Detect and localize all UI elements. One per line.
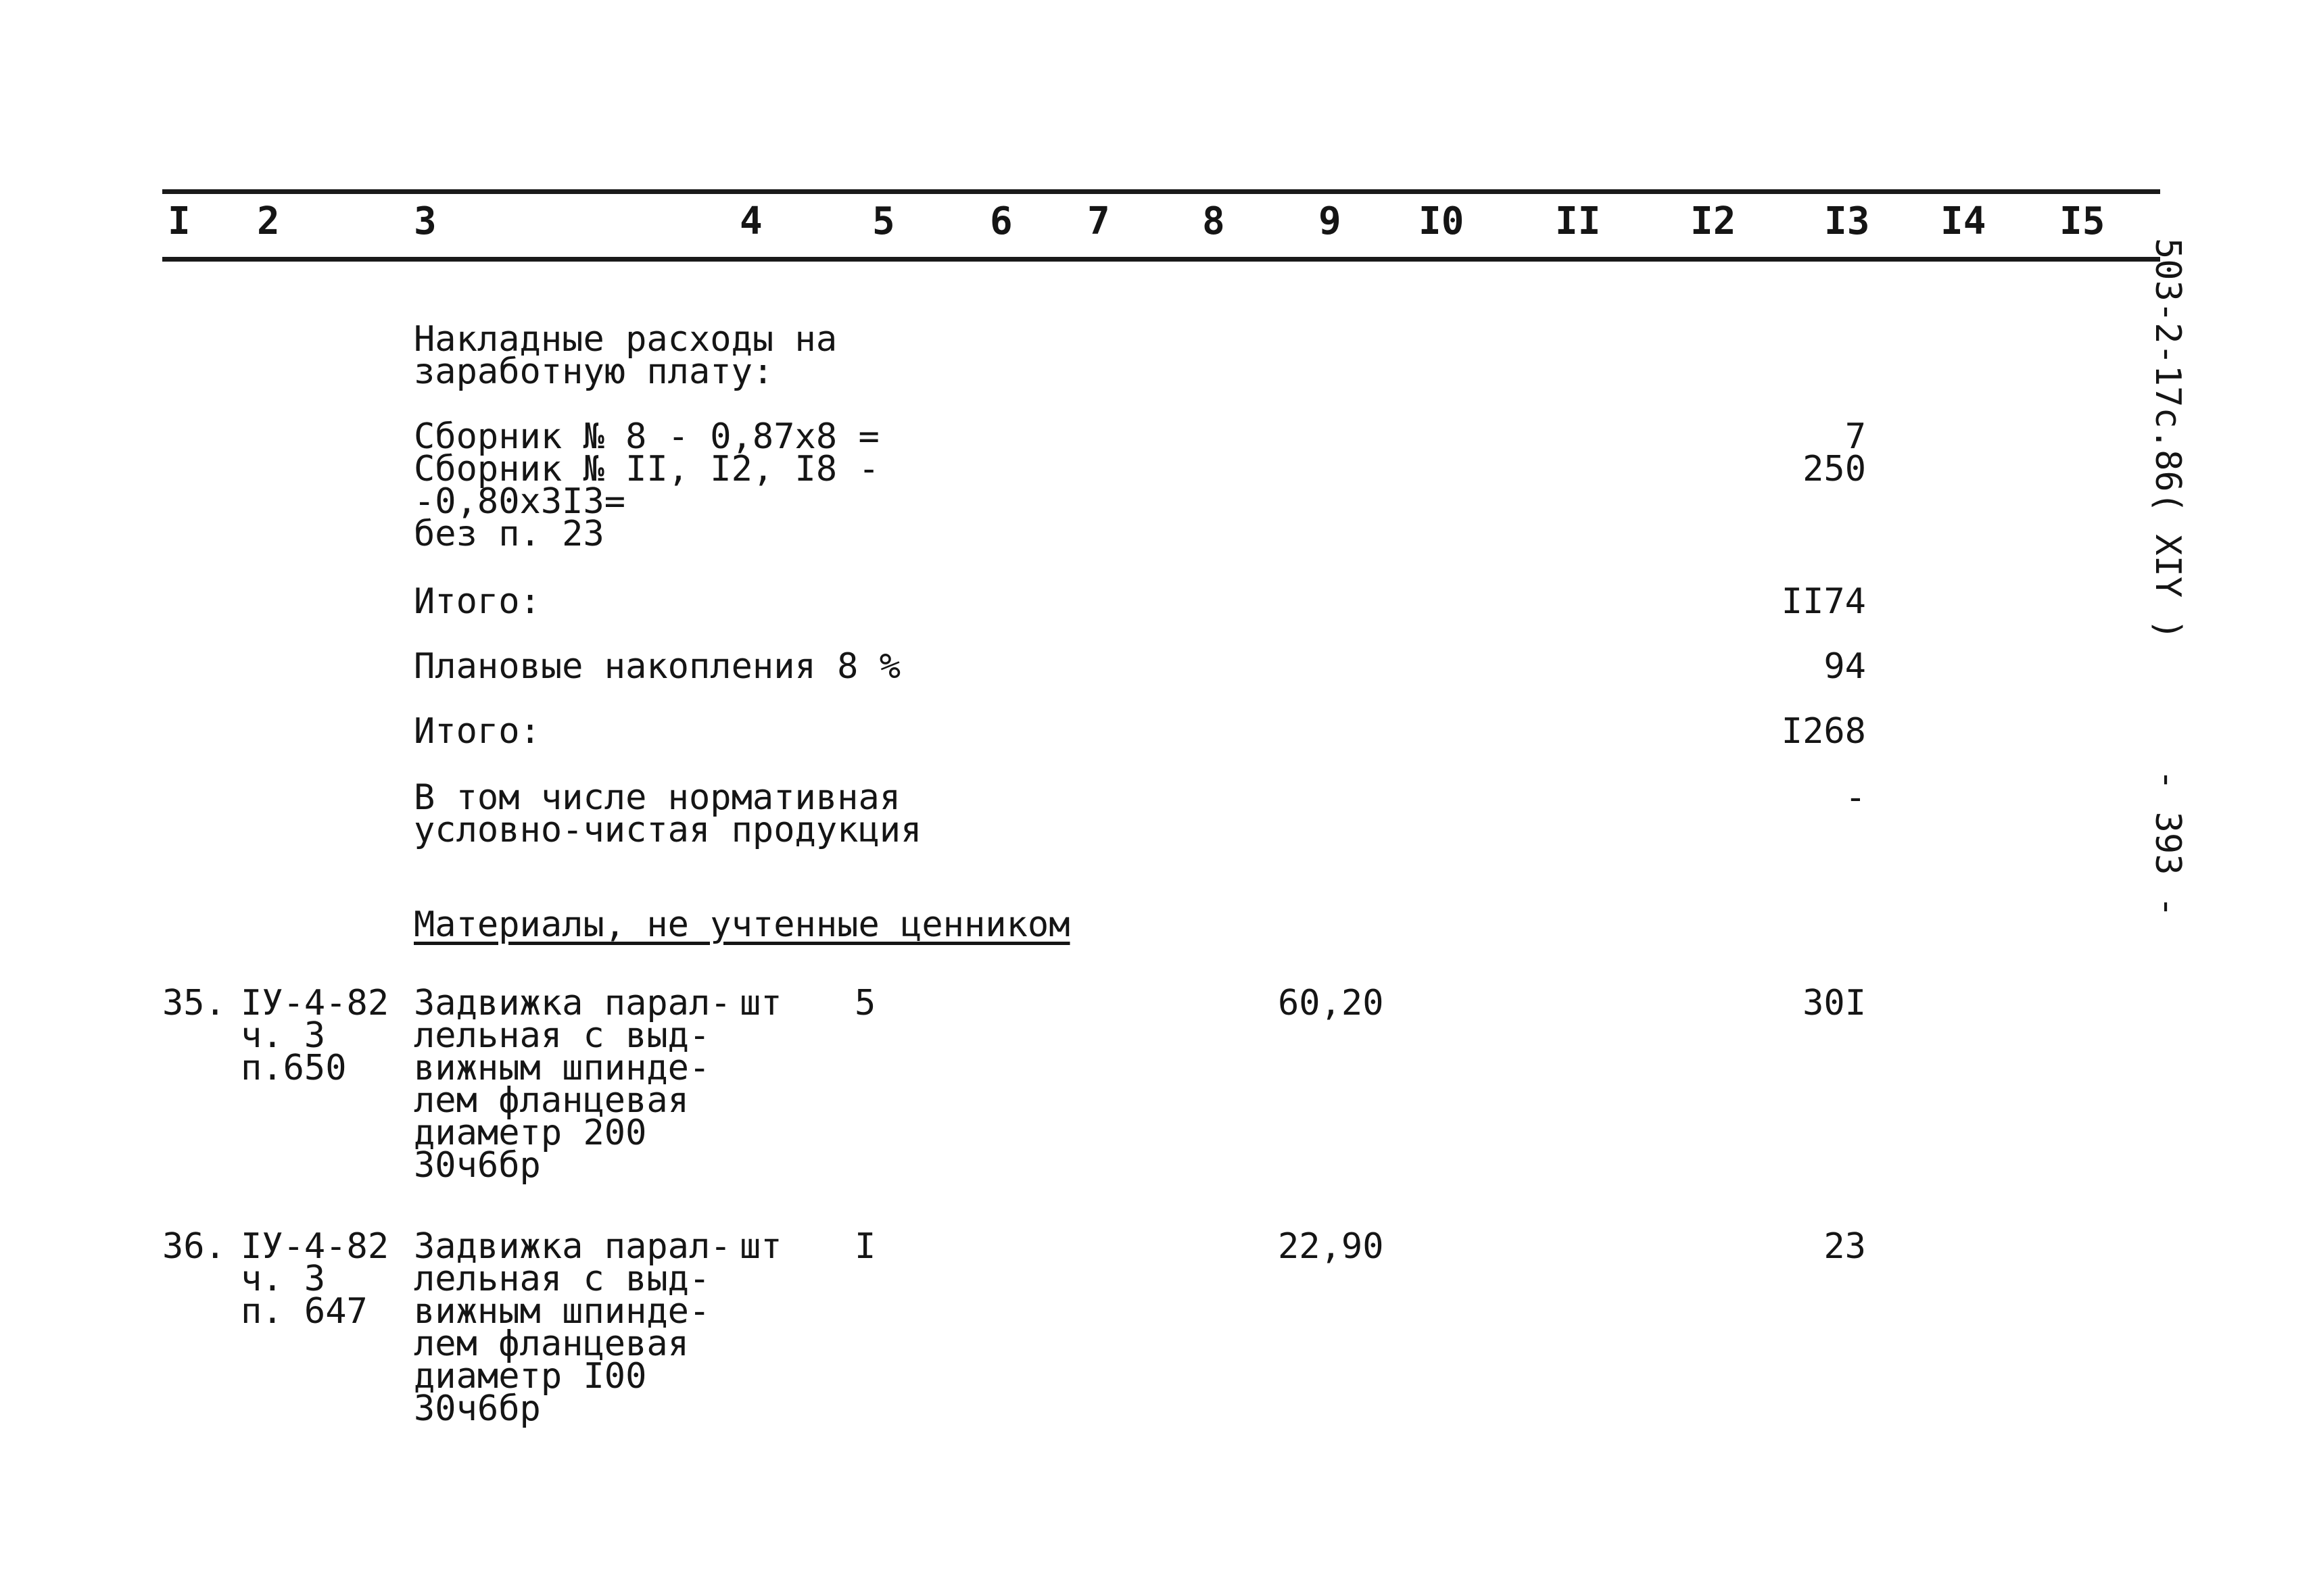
materials-heading: Материалы, не учтенные ценником xyxy=(414,904,1070,945)
item-36-total: 23 xyxy=(1823,1226,1866,1267)
item-35-code-line-1: IУ-4-82 xyxy=(241,983,389,1023)
column-header-15: I5 xyxy=(2059,199,2105,243)
total-value-1: II74 xyxy=(1781,581,1866,622)
item-36-number: 36. xyxy=(162,1226,226,1267)
item-36-code-line-2: ч. 3 xyxy=(241,1259,326,1299)
normative-value: - xyxy=(1844,777,1866,818)
column-header-3: 3 xyxy=(414,199,437,243)
column-header-5: 5 xyxy=(872,199,895,243)
item-36-name-line-3: вижным шпинде- xyxy=(414,1291,711,1332)
total-value-2: I268 xyxy=(1781,711,1866,752)
item-36-name-line-6: 30ч6бр xyxy=(414,1388,541,1429)
item-35-quantity: 5 xyxy=(855,983,876,1023)
item-35-name-line-6: 30ч6бр xyxy=(414,1145,541,1186)
item-36-price: 22,90 xyxy=(1278,1226,1384,1267)
item-35-price: 60,20 xyxy=(1278,983,1384,1023)
column-header-12: I2 xyxy=(1690,199,1736,243)
item-35-code-line-3: п.650 xyxy=(241,1048,347,1088)
item-35-code-line-2: ч. 3 xyxy=(241,1015,326,1056)
item-35-name-line-1: Задвижка парал- xyxy=(414,983,732,1023)
item-35-unit: шт xyxy=(740,983,782,1023)
total-label-1: Итого: xyxy=(414,581,541,622)
collection-line-3: -0,80х3I3= xyxy=(414,481,626,522)
collection-line-4: без п. 23 xyxy=(414,514,604,554)
column-header-13: I3 xyxy=(1824,199,1870,243)
item-36-quantity: I xyxy=(855,1226,876,1267)
column-header-6: 6 xyxy=(990,199,1013,243)
item-35-total: 30I xyxy=(1803,983,1866,1023)
item-36-code-line-1: IУ-4-82 xyxy=(241,1226,389,1267)
item-35-name-line-4: лем фланцевая xyxy=(414,1080,689,1121)
column-header-9: 9 xyxy=(1318,199,1341,243)
item-35-number: 35. xyxy=(162,983,226,1023)
item-36-code xyxy=(241,1226,389,1332)
header-bottom-rule xyxy=(162,257,2160,262)
collection-line-2: Сборник № II, I2, I8 - xyxy=(414,449,880,489)
column-header-14: I4 xyxy=(1940,199,1986,243)
overhead-value-8: 7 xyxy=(1844,416,1866,457)
column-header-10: I0 xyxy=(1418,199,1464,243)
overheads-heading-line-2: заработную плату: xyxy=(414,352,774,392)
column-header-7: 7 xyxy=(1087,199,1110,243)
header-top-rule xyxy=(162,189,2160,194)
margin-document-code: 503-2-17c.86( XIY ) xyxy=(2147,238,2188,640)
item-36-name-line-1: Задвижка парал- xyxy=(414,1226,732,1267)
item-35-name xyxy=(414,983,732,1186)
margin-page-number: - 393 - xyxy=(2147,769,2188,918)
normative-label-line-2: условно-чистая продукция xyxy=(414,810,922,850)
normative-label xyxy=(414,777,922,850)
column-header-2: 2 xyxy=(257,199,280,243)
overheads-collections xyxy=(414,416,880,554)
planned-accumulation-value: 94 xyxy=(1823,646,1866,687)
column-header-8: 8 xyxy=(1202,199,1225,243)
item-35-code xyxy=(241,983,389,1088)
column-header-1: I xyxy=(168,199,191,243)
collection-line-1: Сборник № 8 - 0,87х8 = xyxy=(414,416,880,457)
item-36-name-line-2: лельная с выд- xyxy=(414,1259,711,1299)
item-36-name xyxy=(414,1226,732,1429)
column-header-11: II xyxy=(1555,199,1601,243)
item-36-name-line-4: лем фланцевая xyxy=(414,1324,689,1364)
normative-label-line-1: В том числе нормативная xyxy=(414,777,901,818)
overhead-value-11: 250 xyxy=(1803,449,1866,489)
item-36-code-line-3: п. 647 xyxy=(241,1291,368,1332)
planned-accumulation-label: Плановые накопления 8 % xyxy=(414,646,901,687)
overheads-heading xyxy=(414,319,838,392)
column-header-4: 4 xyxy=(740,199,763,243)
item-36-name-line-5: диаметр I00 xyxy=(414,1356,647,1397)
total-label-2: Итого: xyxy=(414,711,541,752)
overheads-heading-line-1: Накладные расходы на xyxy=(414,319,838,360)
item-35-name-line-5: диаметр 200 xyxy=(414,1113,647,1153)
item-36-unit: шт xyxy=(740,1226,782,1267)
item-35-name-line-3: вижным шпинде- xyxy=(414,1048,711,1088)
item-35-name-line-2: лельная с выд- xyxy=(414,1015,711,1056)
